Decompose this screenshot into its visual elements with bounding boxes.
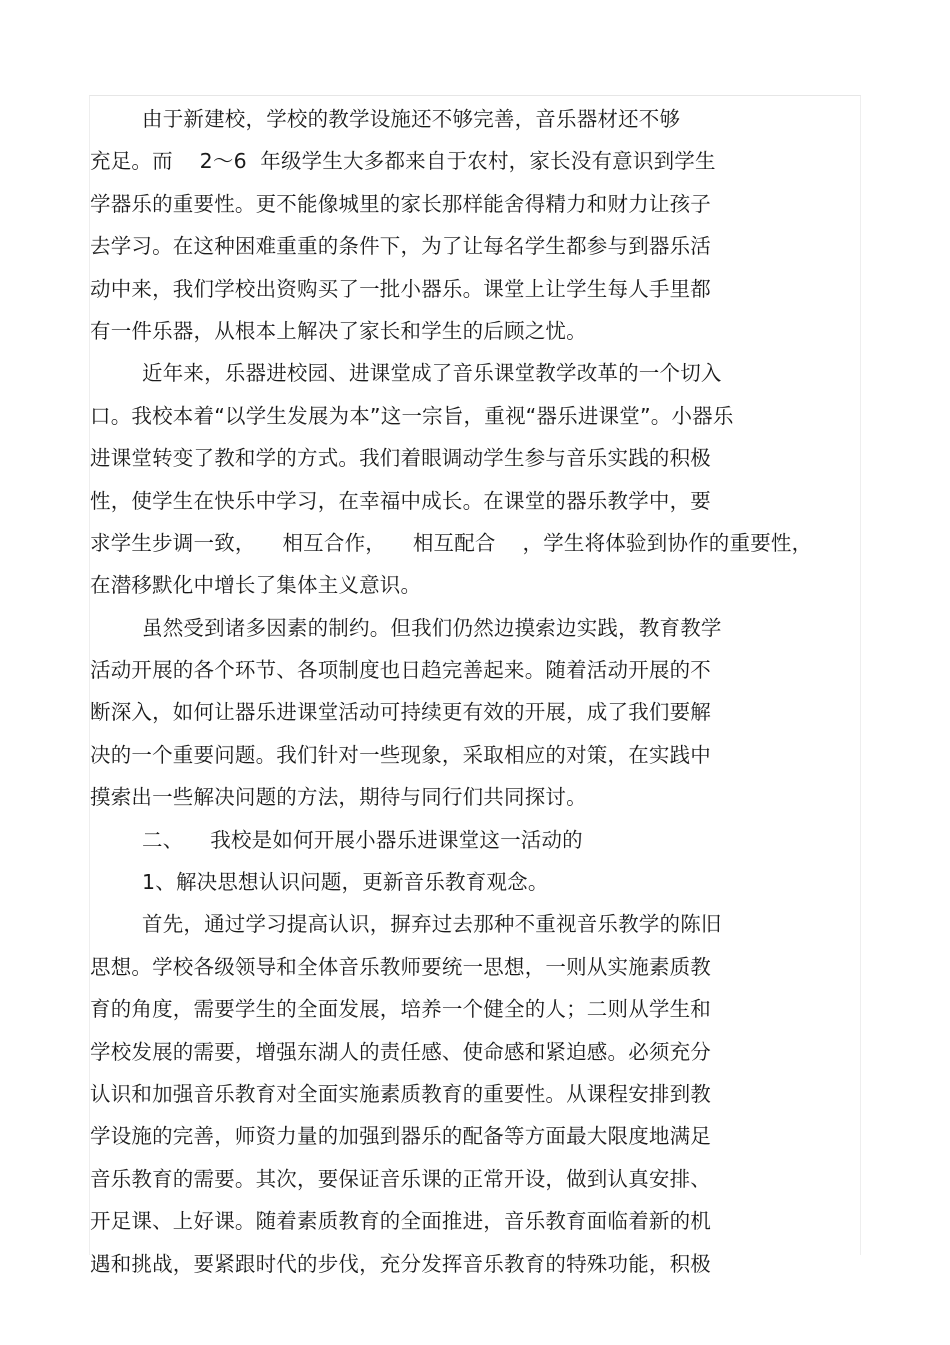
text-line: 有一件乐器，从根本上解决了家长和学生的后顾之忧。 [90,318,587,343]
text-line: 近年来，乐器进校园、进课堂成了音乐课堂教学改革的一个切入 [142,361,722,386]
text-line: 口。我校本着“以学生发展为本”这一宗旨，重视“器乐进课堂”。小器乐 [90,403,734,428]
text-line: 充足。而 2～6 年级学生大多都来自于农村，家长没有意识到学生 [90,149,716,174]
text-line: 学设施的完善，师资力量的加强到器乐的配备等方面最大限度地满足 [90,1124,711,1149]
text-line: 1、解决思想认识问题，更新音乐教育观念。 [142,870,549,895]
document-body [90,98,850,1285]
text-line: 思想。学校各级领导和全体音乐教师要统一思想，一则从实施素质教 [90,954,711,979]
text-line: 在潜移默化中增长了集体主义意识。 [90,573,422,598]
text-line: 首先，通过学习提高认识，摒弃过去那种不重视音乐教学的陈旧 [142,912,722,937]
text-line: 活动开展的各个环节、各项制度也日趋完善起来。随着活动开展的不 [90,658,711,683]
text-line: 决的一个重要问题。我们针对一些现象，采取相应的对策，在实践中 [90,742,711,767]
text-line: 育的角度，需要学生的全面发展，培养一个健全的人；二则从学生和 [90,997,711,1022]
text-line: 认识和加强音乐教育对全面实施素质教育的重要性。从课程安排到教 [90,1081,711,1106]
text-line: 学校发展的需要，增强东湖人的责任感、使命感和紧迫感。必须充分 [90,1039,711,1064]
text-line: 二、 我校是如何开展小器乐进课堂这一活动的 [142,827,583,852]
text-line: 求学生步调一致， 相互合作， 相互配合 ，学生将体验到协作的重要性， [90,530,813,555]
text-line: 遇和挑战，要紧跟时代的步伐，充分发挥音乐教育的特殊功能，积极 [90,1251,711,1276]
text-line: 音乐教育的需要。其次，要保证音乐课的正常开设，做到认真安排、 [90,1166,711,1191]
text-line: 断深入，如何让器乐进课堂活动可持续更有效的开展，成了我们要解 [90,700,711,725]
text-line: 开足课、上好课。随着素质教育的全面推进，音乐教育面临着新的机 [90,1209,711,1234]
text-line: 虽然受到诸多因素的制约。但我们仍然边摸索边实践，教育教学 [142,615,722,640]
text-line: 性，使学生在快乐中学习，在幸福中成长。在课堂的器乐教学中，要 [90,488,711,513]
text-line: 由于新建校，学校的教学设施还不够完善，音乐器材还不够 [142,107,681,131]
text-line: 动中来，我们学校出资购买了一批小器乐。课堂上让学生每人手里都 [90,276,711,301]
text-line: 摸索出一些解决问题的方法，期待与同行们共同探讨。 [90,785,587,810]
text-line: 学器乐的重要性。更不能像城里的家长那样能舍得精力和财力让孩子 [90,191,711,216]
text-line: 进课堂转变了教和学的方式。我们着眼调动学生参与音乐实践的积极 [90,446,711,471]
text-line: 去学习。在这种困难重重的条件下，为了让每名学生都参与到器乐活 [90,234,711,259]
